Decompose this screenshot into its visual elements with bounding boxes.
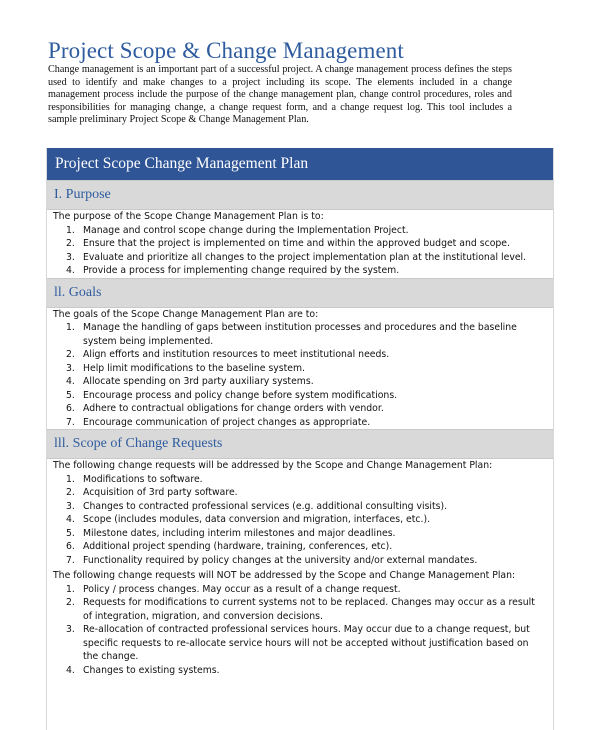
list-number: 3.	[66, 624, 75, 635]
list-item	[47, 375, 553, 389]
list-number: 2.	[66, 238, 75, 249]
list-number: 4.	[66, 664, 75, 676]
list-item	[47, 664, 553, 678]
list-item	[47, 402, 553, 416]
section-body-scope	[47, 459, 553, 677]
list-item	[47, 527, 553, 541]
list-item	[47, 486, 553, 500]
list-item	[47, 362, 553, 376]
section-heading-scope-of-change-requests: lll. Scope of Change Requests	[47, 429, 553, 459]
list-text: Changes to contracted professional services (e.g. additional consulting visits).	[83, 500, 448, 512]
list-text: Manage the handling of gaps between institution processes and procedures and the baseline system being implemented.	[83, 322, 517, 347]
list-number: 3.	[66, 362, 75, 374]
list-text: Ensure that the project is implemented on time and within the approved budget and scope.	[83, 238, 510, 249]
list-number: 3.	[66, 251, 75, 263]
list-number: 7.	[66, 554, 75, 566]
list-text: Manage and control scope change during the Implementation Project.	[83, 224, 409, 236]
not-addressed-requests-list	[47, 583, 553, 678]
list-item	[47, 321, 553, 348]
list-text: Policy / process changes. May occur as a result of a change request.	[83, 583, 401, 595]
section-heading-purpose: I. Purpose	[47, 180, 553, 210]
goals-list	[47, 321, 553, 429]
list-number: 5.	[66, 527, 75, 539]
section-lead-not-addressed: The following change requests will NOT be addressed by the Scope and Change Management Plan:	[53, 570, 516, 581]
list-number: 3.	[66, 500, 75, 512]
list-item	[47, 513, 553, 527]
list-number: 2.	[66, 349, 75, 360]
list-number: 1.	[66, 322, 75, 333]
list-text: Adhere to contractual obligations for change orders with vendor.	[83, 403, 384, 414]
plan-heading: Project Scope Change Management Plan	[47, 148, 553, 180]
list-text: Help limit modifications to the baseline system.	[83, 362, 306, 374]
list-number: 4.	[66, 376, 75, 387]
list-text: Encourage process and policy change before system modifications.	[83, 389, 398, 401]
list-item	[47, 264, 553, 278]
list-number: 2.	[66, 597, 75, 608]
list-text: Re-allocation of contracted professional services hours. May occur due to a change request, but specific requests to re-allocate service hours will not be accepted without justification based on the change.	[83, 624, 530, 662]
list-text: Requests for modifications to current systems not to be replaced. Changes may occur as a result of integration, migration, and conversion decisions.	[83, 597, 535, 622]
list-number: 6.	[66, 541, 75, 552]
list-number: 5.	[66, 389, 75, 401]
list-text: Allocate spending on 3rd party auxiliary systems.	[83, 376, 314, 387]
change-management-plan-table	[46, 148, 554, 730]
list-item	[47, 348, 553, 362]
list-item	[47, 473, 553, 487]
list-item	[47, 224, 553, 238]
section-body-goals	[47, 308, 553, 430]
list-number: 1.	[66, 583, 75, 595]
list-number: 2.	[66, 487, 75, 498]
list-text: Evaluate and prioritize all changes to the project implementation plan at the institutional level.	[83, 251, 527, 263]
list-item	[47, 623, 553, 664]
list-item	[47, 596, 553, 623]
list-text: Functionality required by policy changes at the university and/or external mandates.	[83, 554, 478, 566]
list-number: 6.	[66, 403, 75, 414]
list-text: Align efforts and institution resources to meet institutional needs.	[83, 349, 390, 360]
list-text: Modifications to software.	[83, 473, 203, 485]
list-item	[47, 500, 553, 514]
purpose-list	[47, 224, 553, 278]
list-item	[47, 251, 553, 265]
section-lead: The purpose of the Scope Change Management Plan is to:	[53, 211, 324, 222]
list-item	[47, 237, 553, 251]
list-number: 1.	[66, 473, 75, 485]
list-text: Provide a process for implementing change required by the system.	[83, 265, 400, 276]
list-text: Encourage communication of project changes as appropriate.	[83, 416, 371, 428]
list-item	[47, 389, 553, 403]
list-item	[47, 554, 553, 568]
list-number: 7.	[66, 416, 75, 428]
list-number: 4.	[66, 265, 75, 276]
section-lead: The goals of the Scope Change Management Plan are to:	[53, 308, 319, 320]
document-title: Project Scope & Change Management	[48, 38, 404, 63]
list-item	[47, 416, 553, 430]
list-number: 1.	[66, 224, 75, 236]
addressed-requests-list	[47, 473, 553, 568]
list-text: Changes to existing systems.	[83, 664, 220, 676]
section-heading-goals: ll. Goals	[47, 278, 553, 308]
intro-paragraph: Change management is an important part of a successful project. A change management process defines the steps used to identify and make changes to a project including its scope. The elements included in a change management process include the purpose of the change management plan, change control procedures, roles and responsibilities for managing change, a change request form, and a change request log. This tool includes a sample preliminary Project Scope & Change Management Plan.	[48, 64, 512, 126]
list-text: Scope (includes modules, data conversion and migration, interfaces, etc.).	[83, 514, 431, 525]
list-text: Acquisition of 3rd party software.	[83, 487, 238, 498]
list-item	[47, 540, 553, 554]
list-text: Additional project spending (hardware, training, conferences, etc).	[83, 541, 393, 552]
list-text: Milestone dates, including interim milestones and major deadlines.	[83, 527, 396, 539]
list-item	[47, 583, 553, 597]
list-number: 4.	[66, 514, 75, 525]
section-body-purpose	[47, 210, 553, 278]
section-lead: The following change requests will be addressed by the Scope and Change Management Plan:	[53, 460, 493, 471]
